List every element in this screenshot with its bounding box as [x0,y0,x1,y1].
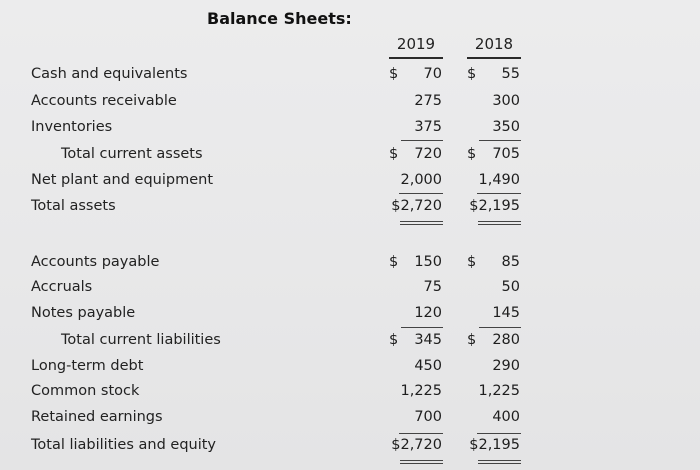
value-2019: $ 150 [389,254,442,270]
value-2019: 700 [414,409,442,425]
value-2018: $ 85 [467,254,520,270]
table-row [0,437,700,459]
year-header-2018: 2018 [474,35,514,53]
header-rule-2018 [467,57,521,59]
table-row [0,279,700,301]
row-label: Cash and equivalents [31,66,188,82]
value-2019: 375 [414,119,442,135]
row-label: Total current assets [61,146,203,162]
row-label: Total liabilities and equity [31,437,217,453]
total-double-rule [478,221,521,225]
value-2018: 1,490 [478,172,520,188]
table-row [0,254,700,276]
row-label: Inventories [31,119,113,135]
value-2019: $ 345 [389,332,442,348]
row-label: Accounts receivable [31,93,177,109]
total-double-rule [400,221,443,225]
table-row [0,198,700,220]
row-label: Net plant and equipment [31,172,214,188]
value-2019: 75 [423,279,442,295]
table-row [0,172,700,194]
row-label: Common stock [31,383,140,399]
value-2019: 450 [414,358,442,374]
row-label: Total current liabilities [61,332,221,348]
value-2018: 290 [492,358,520,374]
subtotal-rule [399,433,443,434]
table-row [0,409,700,431]
value-2019: $ 70 [389,66,442,82]
total-double-rule [400,460,443,464]
value-2018: 300 [492,93,520,109]
table-row [0,66,700,88]
value-2019: $2,720 [391,198,442,214]
total-double-rule [478,460,521,464]
row-label: Total assets [31,198,116,214]
value-2018: $ 280 [467,332,520,348]
value-2018: $2,195 [469,198,520,214]
subtotal-rule [401,327,443,328]
table-row [0,332,700,354]
value-2019: 120 [414,305,442,321]
table-row [0,358,700,380]
value-2019: $ 720 [389,146,442,162]
value-2018: 400 [492,409,520,425]
subtotal-rule [477,433,521,434]
value-2018: 145 [492,305,520,321]
subtotal-rule [479,327,521,328]
value-2019: $2,720 [391,437,442,453]
value-2018: 1,225 [478,383,520,399]
table-row [0,119,700,141]
subtotal-rule [399,193,443,194]
row-label: Accounts payable [31,254,160,270]
row-label: Retained earnings [31,409,163,425]
row-label: Notes payable [31,305,136,321]
year-header-2019: 2019 [396,35,436,53]
row-label: Accruals [31,279,93,295]
row-label: Long-term debt [31,358,144,374]
value-2019: 1,225 [400,383,442,399]
table-row [0,93,700,115]
table-row [0,146,700,168]
value-2018: 50 [501,279,520,295]
subtotal-rule [477,193,521,194]
value-2018: $ 55 [467,66,520,82]
subtotal-rule [401,140,443,141]
page-title: Balance Sheets: [207,9,352,28]
value-2018: $ 705 [467,146,520,162]
table-row [0,383,700,405]
value-2019: 2,000 [400,172,442,188]
table-row [0,305,700,327]
value-2018: 350 [492,119,520,135]
subtotal-rule [479,140,521,141]
value-2018: $2,195 [469,437,520,453]
value-2019: 275 [414,93,442,109]
header-rule-2019 [389,57,443,59]
